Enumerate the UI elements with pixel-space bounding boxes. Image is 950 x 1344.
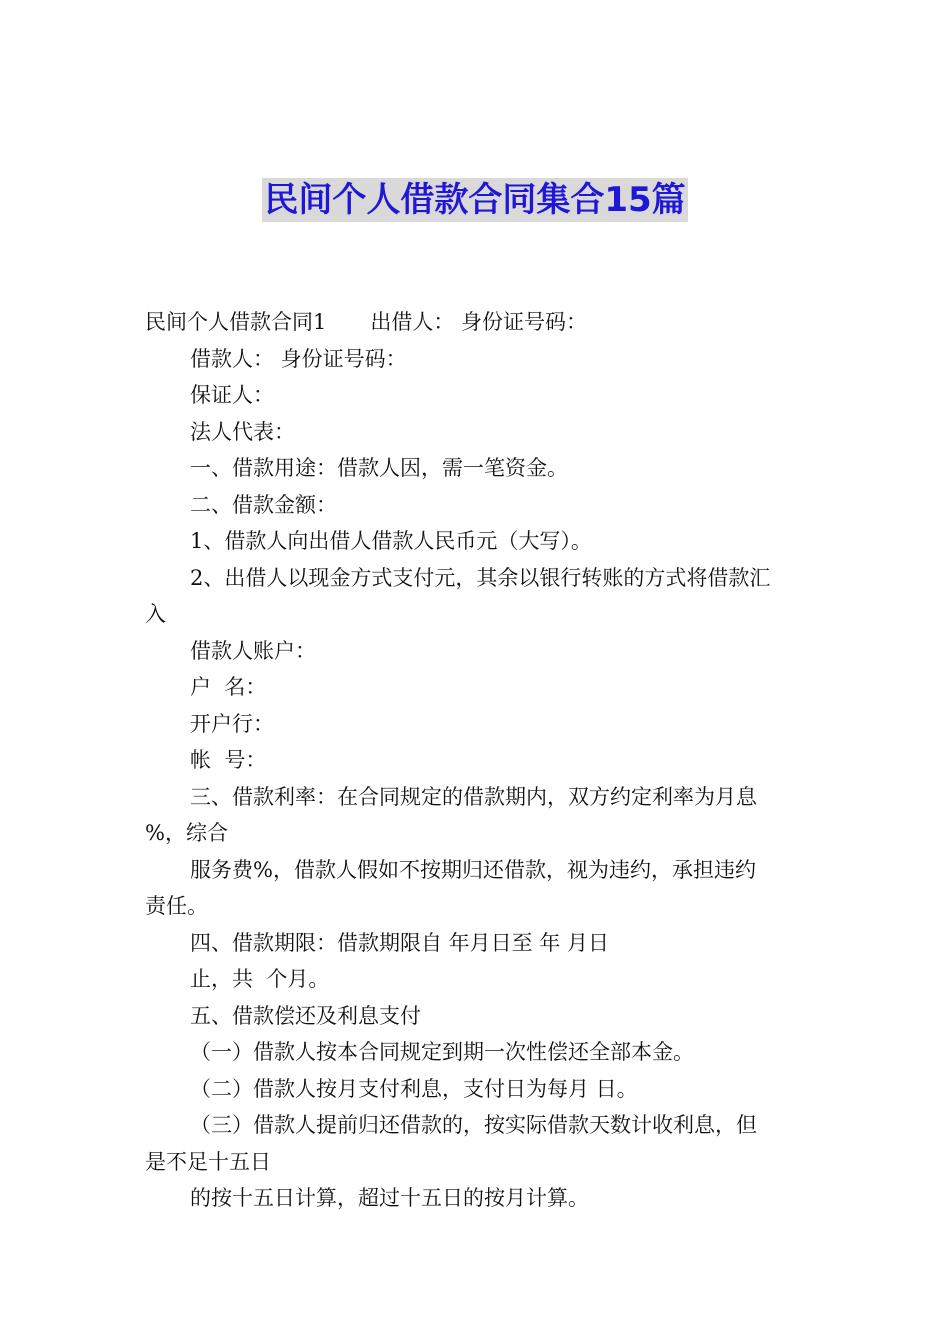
paragraph: 的按十五日计算，超过十五日的按月计算。: [190, 1186, 589, 1210]
paragraph: 五、借款偿还及利息支付: [190, 1003, 421, 1028]
paragraph: 帐 号：: [190, 748, 267, 772]
paragraph: 法人代表：: [190, 419, 295, 444]
document-title: 民间个人借款合同集合15篇: [264, 180, 686, 220]
paragraph: （三）借款人提前归还借款的，按实际借款天数计收利息，但: [190, 1113, 757, 1137]
paragraph: 二、借款金额：: [190, 492, 337, 517]
paragraph: （一）借款人按本合同规定到期一次性偿还全部本金。: [190, 1040, 694, 1064]
lender-label: 出借人： 身份证号码：: [370, 310, 588, 334]
paragraph: 四、借款期限：借款期限自 年月日至 年 月日: [190, 930, 610, 955]
paragraph-continuation: 责任。: [145, 894, 208, 918]
document-body: [145, 304, 810, 1217]
paragraph: 户 名：: [190, 675, 267, 699]
paragraph: 借款人账户：: [190, 638, 316, 663]
paragraph-continuation: 是不足十五日: [145, 1149, 271, 1174]
paragraph: 开户行：: [190, 711, 274, 736]
title-container: [0, 178, 950, 222]
paragraph: 一、借款用途：借款人因，需一笔资金。: [190, 456, 568, 480]
paragraph: 服务费%，借款人假如不按期归还借款，视为违约，承担违约: [190, 857, 756, 882]
paragraph: 止，共 个月。: [190, 967, 330, 991]
contract-number-label: 民间个人借款合同1: [145, 310, 327, 334]
paragraph-continuation: %，综合: [145, 821, 228, 845]
paragraph: 借款人： 身份证号码：: [190, 346, 407, 371]
paragraph-continuation: 入: [145, 602, 166, 626]
paragraph-header-line: [145, 304, 810, 341]
paragraph: 保证人：: [190, 383, 274, 407]
paragraph: （二）借款人按月支付利息，支付日为每月 日。: [190, 1076, 638, 1101]
paragraph: 1、借款人向出借人借款人民币元（大写）。: [190, 529, 592, 553]
paragraph: 三、借款利率：在合同规定的借款期内，双方约定利率为月息: [190, 784, 757, 809]
paragraph: 2、出借人以现金方式支付元，其余以银行转账的方式将借款汇: [190, 565, 771, 590]
